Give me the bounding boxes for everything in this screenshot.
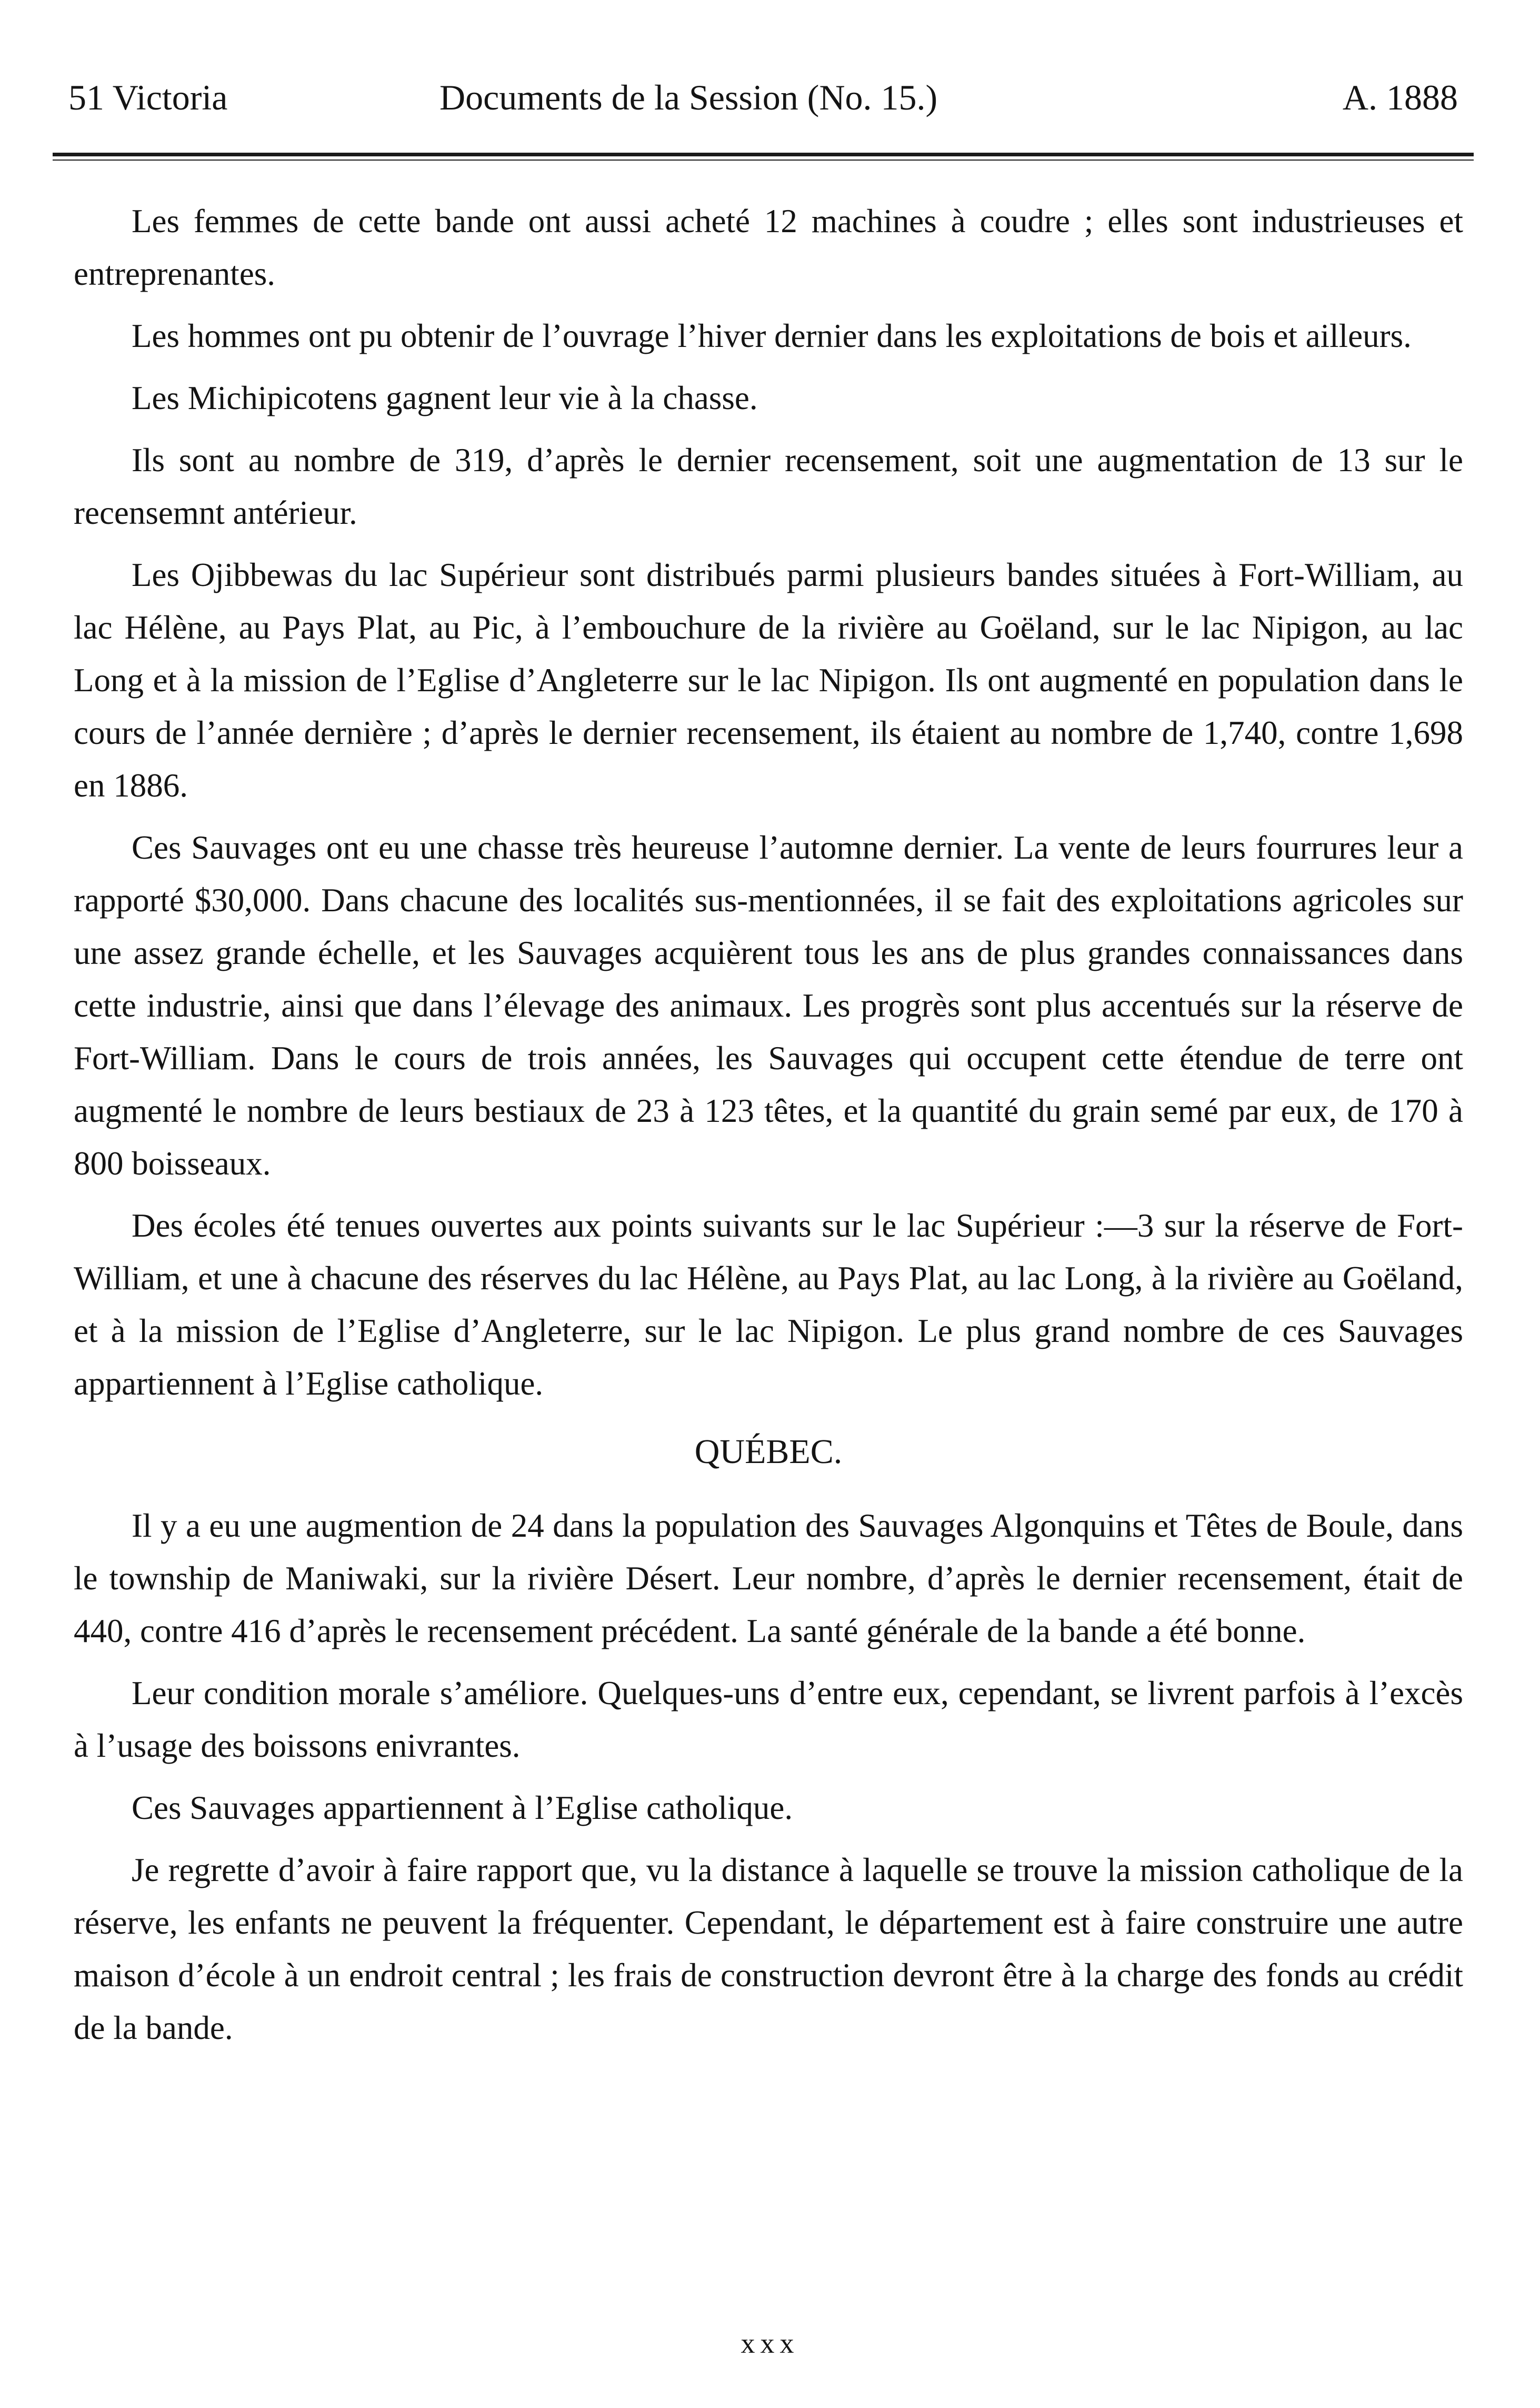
paragraph: Les femmes de cette bande ont aussi acheté 12 machines à coudre ; elles sont industrieuses et entreprenantes. [74, 203, 1463, 292]
paragraph: Les Ojibbewas du lac Supérieur sont distribués parmi plusieurs bandes situées à Fort-William, au lac Hélène, au Pays Plat, au Pic, à l’embouchure de la rivière au Goëland, sur le lac Nipigon, au lac Long et à la mission de l’Eglise d’Angleterre sur le lac Nipigon. Ils ont augmenté en population dans le cours de l’année dernière ; d’après le dernier recensement, ils étaient au nombre de 1,740, contre 1,698 en 1886. [74, 556, 1463, 804]
paragraph: Des écoles été tenues ouvertes aux points suivants sur le lac Supérieur :—3 sur la réserve de Fort-William, et une à chacune des réserves du lac Hélène, au Pays Plat, au lac Long, à la rivière au Goëland, et à la mission de l’Eglise d’Angleterre, sur le lac Nipigon. Le plus grand nombre de ces Sauvages appartiennent à l’Eglise catholique. [74, 1207, 1463, 1402]
header-rule-thin [53, 160, 1474, 161]
header-rule-thick [53, 153, 1474, 156]
page-number: xxx [741, 2327, 799, 2359]
header-year: A. 1888 [1342, 77, 1458, 117]
running-header [68, 71, 1458, 124]
header-volume: 51 Victoria [68, 77, 228, 117]
header-title: Documents de la Session (No. 15.) [439, 77, 938, 117]
paragraph: Ces Sauvages appartiennent à l’Eglise catholique. [132, 1789, 793, 1826]
paragraph: Les hommes ont pu obtenir de l’ouvrage l’hiver dernier dans les exploitations de bois et ailleurs. [132, 317, 1412, 354]
paragraph: Il y a eu une augmention de 24 dans la population des Sauvages Algonquins et Têtes de Boule, dans le township de Maniwaki, sur la rivière Désert. Leur nombre, d’après le dernier recensement, était de 440, contre 416 d’après le recensement précédent. La santé générale de la bande a été bonne. [74, 1507, 1463, 1649]
paragraph: Leur condition morale s’améliore. Quelques-uns d’entre eux, cependant, se livrent parfois à l’excès à l’usage des boissons enivrantes. [74, 1675, 1463, 1764]
section-heading: QUÉBEC. [694, 1432, 843, 1471]
paragraph: Je regrette d’avoir à faire rapport que, vu la distance à laquelle se trouve la mission catholique de la réserve, les enfants ne peuvent la fréquenter. Cependant, le département est à faire construire une autre maison d’école à un endroit central ; les frais de construction devront être à la charge des fonds au crédit de la bande. [74, 1852, 1463, 2046]
paragraph: Les Michipicotens gagnent leur vie à la chasse. [132, 380, 758, 416]
paragraph: Ces Sauvages ont eu une chasse très heureuse l’automne dernier. La vente de leurs fourrures leur a rapporté $30,000. Dans chacune des localités sus-mentionnées, il se fait des exploitations agricoles sur une assez grande échelle, et les Sauvages acquièrent tous les ans de plus grandes connaissances dans cette industrie, ainsi que dans l’élevage des animaux. Les progrès sont plus accentués sur la réserve de Fort-William. Dans le cours de trois années, les Sauvages qui occupent cette étendue de terre ont augmenté le nombre de leurs bestiaux de 23 à 123 têtes, et la quantité du grain semé par eux, de 170 à 800 boisseaux. [74, 829, 1463, 1182]
paragraph: Ils sont au nombre de 319, d’après le dernier recensement, soit une augmentation de 13 sur le recensemnt antérieur. [74, 442, 1463, 531]
body-text [74, 195, 1463, 2054]
